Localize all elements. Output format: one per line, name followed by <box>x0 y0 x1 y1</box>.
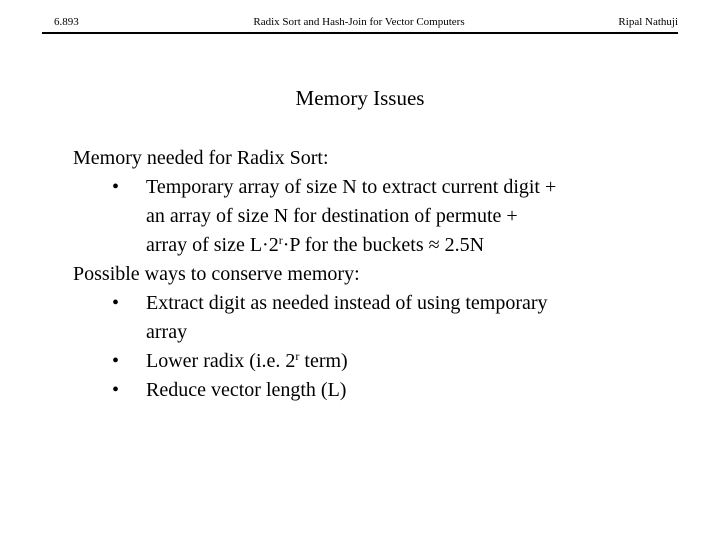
text-fragment: ·P for the buckets ≈ 2.5N <box>282 234 485 256</box>
presentation-title: Radix Sort and Hash-Join for Vector Computers <box>253 16 465 28</box>
bullet-continuation: an array of size N for destination of permute + <box>146 205 518 227</box>
text-fragment: Lower radix (i.e. 2 <box>146 350 296 372</box>
course-number: 6.893 <box>54 16 79 28</box>
section-heading-memory-needed: Memory needed for Radix Sort: <box>73 147 329 169</box>
bullet-reduce-vector-length <box>73 376 693 405</box>
bullet-text: Reduce vector length (L) <box>146 379 347 401</box>
text-fragment: term) <box>299 350 348 372</box>
bullet-continuation: array <box>146 321 188 343</box>
bullet-icon: • <box>112 176 120 198</box>
text-fragment: array of size L·2 <box>146 234 279 256</box>
bullet-extract-digit <box>73 289 693 318</box>
bullet-temporary-array <box>73 173 693 202</box>
bullet-icon: • <box>112 350 120 372</box>
bullet-continuation-buckets <box>73 231 693 260</box>
bullet-icon: • <box>112 379 120 401</box>
bullet-text: Temporary array of size N to extract current digit + <box>146 176 557 198</box>
bullet-text: Extract digit as needed instead of using temporary <box>146 292 548 314</box>
bullet-lower-radix <box>73 347 693 376</box>
section-heading-conserve-memory: Possible ways to conserve memory: <box>73 263 360 285</box>
slide-body <box>73 144 693 405</box>
superscript-r: r <box>278 233 283 247</box>
bullet-icon: • <box>112 292 120 314</box>
author-name: Ripal Nathuji <box>618 16 678 28</box>
slide-title: Memory Issues <box>295 86 425 110</box>
superscript-r: r <box>295 349 300 363</box>
slide-header <box>42 14 678 34</box>
bullet-text <box>146 350 348 372</box>
